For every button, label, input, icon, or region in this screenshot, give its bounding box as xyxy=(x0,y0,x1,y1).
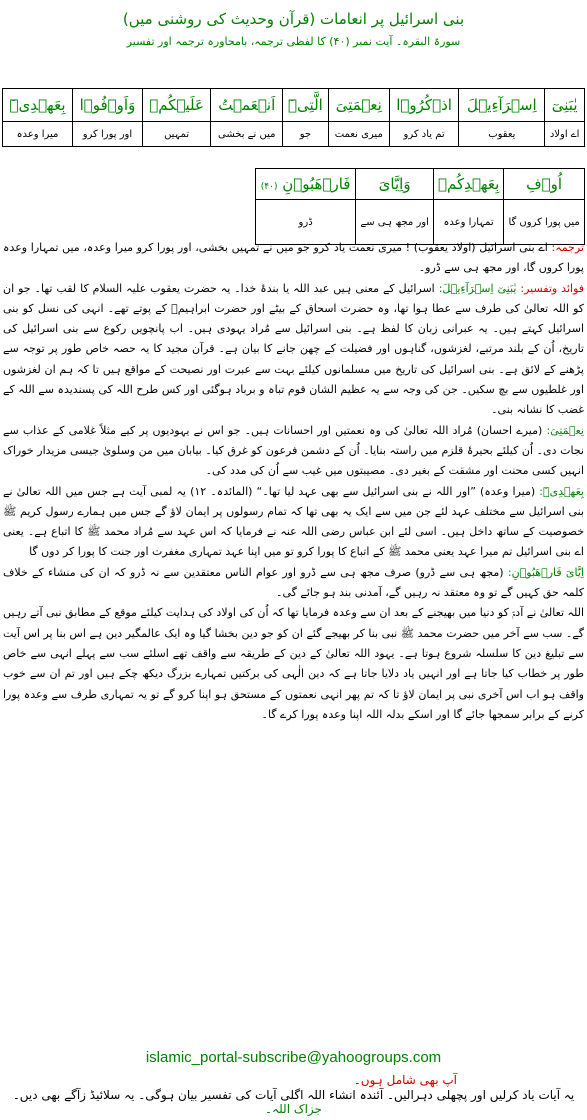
arabic-word: اَنۡعَمۡتُ xyxy=(211,89,283,122)
arabic-word-with-verse-number xyxy=(256,169,356,200)
arabic-word: بِعَهۡدِىۡٓ xyxy=(3,89,73,122)
urdu-meaning: ڈرو xyxy=(256,200,356,245)
urdu-meaning: جو xyxy=(283,122,329,147)
footer-note xyxy=(0,1088,587,1116)
note-paragraph xyxy=(3,279,584,421)
arabic-word: اذۡكُرُوۡا xyxy=(389,89,459,122)
urdu-meaning: میں پورا کروں گا xyxy=(504,200,585,245)
translation-label: ترجمہ: xyxy=(551,241,584,254)
arabic-word: نِعۡمَتِىَ xyxy=(328,89,389,122)
urdu-meaning: اے اولاد xyxy=(545,122,585,147)
urdu-meaning: یعقوب xyxy=(459,122,545,147)
urdu-meaning: اور پورا کرو xyxy=(73,122,143,147)
urdu-row xyxy=(3,122,585,147)
urdu-meaning: تمہیں xyxy=(142,122,211,147)
arabic-word: اِسۡرَآءِيۡلَ xyxy=(459,89,545,122)
urdu-meaning: میری نعمت xyxy=(328,122,389,147)
note-text: اسرائیل کے معنی ہیں عبد اللہ یا بندۂ خدا۔ یہ حضرت یعقوب علیہ السلام کا لقب تھا۔ جو ان کو اللہ تعالیٰ کی طرف سے عطا ہوا تھا، وہ حضرت اسحاق کے بیٹے اور حضرت ابراہیمؑ کے پوتے تھے۔ انہی کی نسل کو بنی اسرائیل کہتے ہیں۔ یہ عبرانی زبان کا لفظ ہے۔ بنی اسرائیل سے مُراد یہودی ہیں۔ اب پانچویں رکوع سے بنی اسرائیل کی تاریخ، اُن کے بلند مرتبے، لغزشوں، گناہوں اور فضیلت کے چھن جانے کا بیان ہے۔ قرآن مجید کا یہ حصہ خاص طور پر توجہ سے پڑھنے کے لائق ہے۔ بنی اسرائیل کی تاریخ میں مسلمانوں کیلئے بہت سے عبرت اور نصیحت کے مواقع ہیں تا کہ ہم ان لغزشوں اور غلطیوں سے بچ سکیں۔ جن کی وجہ سے یہ عظیم الشان قوم تباہ و برباد ہوگئی اور کس طرح اللہ کی پسندیدہ سے اللہ کے غضب کا نشانہ بنی۔ xyxy=(3,281,584,417)
urdu-meaning: تم یاد کرو xyxy=(389,122,459,147)
verse-number: (۴۰) xyxy=(260,182,278,192)
note-paragraph xyxy=(3,563,584,604)
urdu-meaning: اور مجھ ہی سے xyxy=(356,200,434,245)
page-title: بنی اسرائیل پر انعامات (قرآن وحدیث کی روشنی میں) xyxy=(122,10,465,28)
word-translation-table-2 xyxy=(255,168,585,245)
arabic-word: وَاِيَّاىَ xyxy=(356,169,434,200)
note-text: (مجھ ہی سے ڈرو) صرف مجھ ہی سے ڈرو اور عوام الناس معتقدین سے نہ ڈرو کہ ان کی منشاء کے خلاف کلمہ حق کہیں گے تو وہ معتقد نہ رہیں گے، آمدنی بند ہو جائے گی۔ xyxy=(3,565,584,600)
arabic-word: اُوۡفِ xyxy=(504,169,585,200)
footer-note-text: یہ آیات یاد کرلیں اور پچھلی دہرالیں۔ آئندہ انشاء اللہ اگلی آیات کی تفسیر بیان ہوگی۔ یہ سلائیڈ زآگے بھی دیں۔ xyxy=(12,1088,575,1102)
arabic-word: وَاَوۡفُوۡا xyxy=(73,89,143,122)
note-paragraph xyxy=(3,603,584,725)
note-label-urdu: فوائد وتفسیر: xyxy=(520,281,585,295)
join-invite: آپ بھی شامل ہوں۔ xyxy=(353,1073,457,1087)
note-label-arabic: بِعَهۡدِىۡٓ: xyxy=(539,484,584,498)
word-translation-table-1 xyxy=(2,88,585,147)
arabic-row xyxy=(3,89,585,122)
urdu-meaning: میں نے بخشی xyxy=(211,122,283,147)
note-label-arabic: يٰبَنِىٓ اِسۡرَآءِيۡلَ: xyxy=(438,281,517,295)
note-text: اللہ تعالیٰ نے آدمؑ کو دنیا میں بھیجنے کے بعد ان سے وعدہ فرمایا تھا کہ اُن کی اولاد کی ہدایت کیلئے موقع کے مطابق نبی آتے رہیں گے۔ سب سے آخر میں حضرت محمد ﷺ نبی بنا کر بھیجے گئے ان کو جو دین بخشا گیا وہ ایک عالمگیر دین ہے اس بنا پر اس آیت سے تبلیغ دین کا سلسلہ شروع ہوتا ہے۔ یہود اللہ تعالیٰ کے دین کے طریقہ سے واقف تھے اسلئے سب سے پہلے انہی سے خاص طور پر خطاب کیا جاتا ہے اور انہیں یاد دلایا جاتا ہے کہ دین الٰہی کی برکتیں تمہارے بزرگ دیکھ چکے ہیں اور تم ان سے خوب واقف ہو اب اس آخری نبی پر ایمان لاؤ تا کہ تم پھر انہی نعمتوں کے مستحق ہو اپنا کرو گے تو یہ تمہاری طرف سے وعدہ پورا کرنے کے برابر سمجھا جائے گا اور اسکے بدلہ اللہ اپنا وعدہ پورا کرے گا۔ xyxy=(3,606,584,721)
arabic-word: عَلَيۡكُمۡ xyxy=(142,89,211,122)
arabic-word: بِعَهۡدِكُمۡ xyxy=(434,169,504,200)
translation-text: اے بنی اسرائیل (اولاد یعقوب) ! میری نعمت یاد کرو جو میں نے تمہیں بخشی، اور پورا کرو میرا وعدہ، میں تمہارا وعدہ پورا کروں گا، اور مجھ ہی سے ڈرو۔ xyxy=(3,241,584,275)
page-subtitle: سورۃ البقرہ۔ آیت نمبر (۴۰) کا لفظی ترجمہ، بامحاورہ ترجمہ اور تفسیر xyxy=(126,35,461,48)
note-text: (میرے احسان) مُراد اللہ تعالیٰ کی وہ نعمتیں اور احسانات ہیں۔ جو اس نے یہودیوں پر کیے مثلاً غلامی کے عذاب سے نجات دی۔ اُن کیلئے بحیرۂ قلزم میں راستہ بنایا۔ اُن کے دشمن فرعون کو غرق کیا۔ بیابان میں من وسلویٰ جیسی مزیدار خوراک انہیں کسی محنت اور مشقت کے بغیر دی۔ مصیبتوں میں غیب سے اُن کی مدد کی۔ xyxy=(3,423,584,478)
note-paragraph xyxy=(3,421,584,482)
urdu-meaning: تمہارا وعدہ xyxy=(434,200,504,245)
note-label-arabic: اِيَّاىَ فَارۡهَبُوۡنِ: xyxy=(507,565,584,579)
arabic-word: يٰبَنِىٓ xyxy=(545,89,585,122)
note-label-arabic: نِعۡمَتِىَ: xyxy=(546,423,584,437)
translation-paragraph xyxy=(3,238,584,279)
urdu-meaning: میرا وعدہ xyxy=(3,122,73,147)
arabic-word: فَارۡهَبُوۡنِ xyxy=(282,175,351,193)
arabic-word: الَّتِىۡٓ xyxy=(283,89,329,122)
commentary-body xyxy=(3,238,584,725)
note-paragraph xyxy=(3,482,584,563)
footer-thanks: جزاک اللہ۔ xyxy=(265,1102,322,1116)
subscribe-email-link[interactable]: islamic_portal-subscribe@yahoogroups.com xyxy=(145,1049,442,1066)
note-text: (میرا وعدہ) ”اور اللہ نے بنی اسرائیل سے بھی عہد لیا تھا۔“ (المائدہ۔ ۱۲) یہ لمبی آیت ہے جس میں اللہ تعالیٰ نے بنی اسرائیل سے مختلف عہد لئے جن میں سے ایک یہ بھی تھا کہ تمام رسولوں پر ایمان لاؤ گے جس میں ہمارے رسول کریم ﷺ خصوصیت کے ساتھ داخل ہیں۔ اسی لئے ابن عباس رضی اللہ عنہ نے فرمایا کہ اس عہد سے مُراد محمد ﷺ کا اتباع ہے۔ یعنی اے بنی اسرائیل تم میرا عہد یعنی محمد ﷺ کے اتباع کا پورا کرو تو میں اپنا عہد تمہاری مغفرت اور جنت کا پورا کر دوں گا xyxy=(3,484,584,559)
arabic-row xyxy=(256,169,585,200)
